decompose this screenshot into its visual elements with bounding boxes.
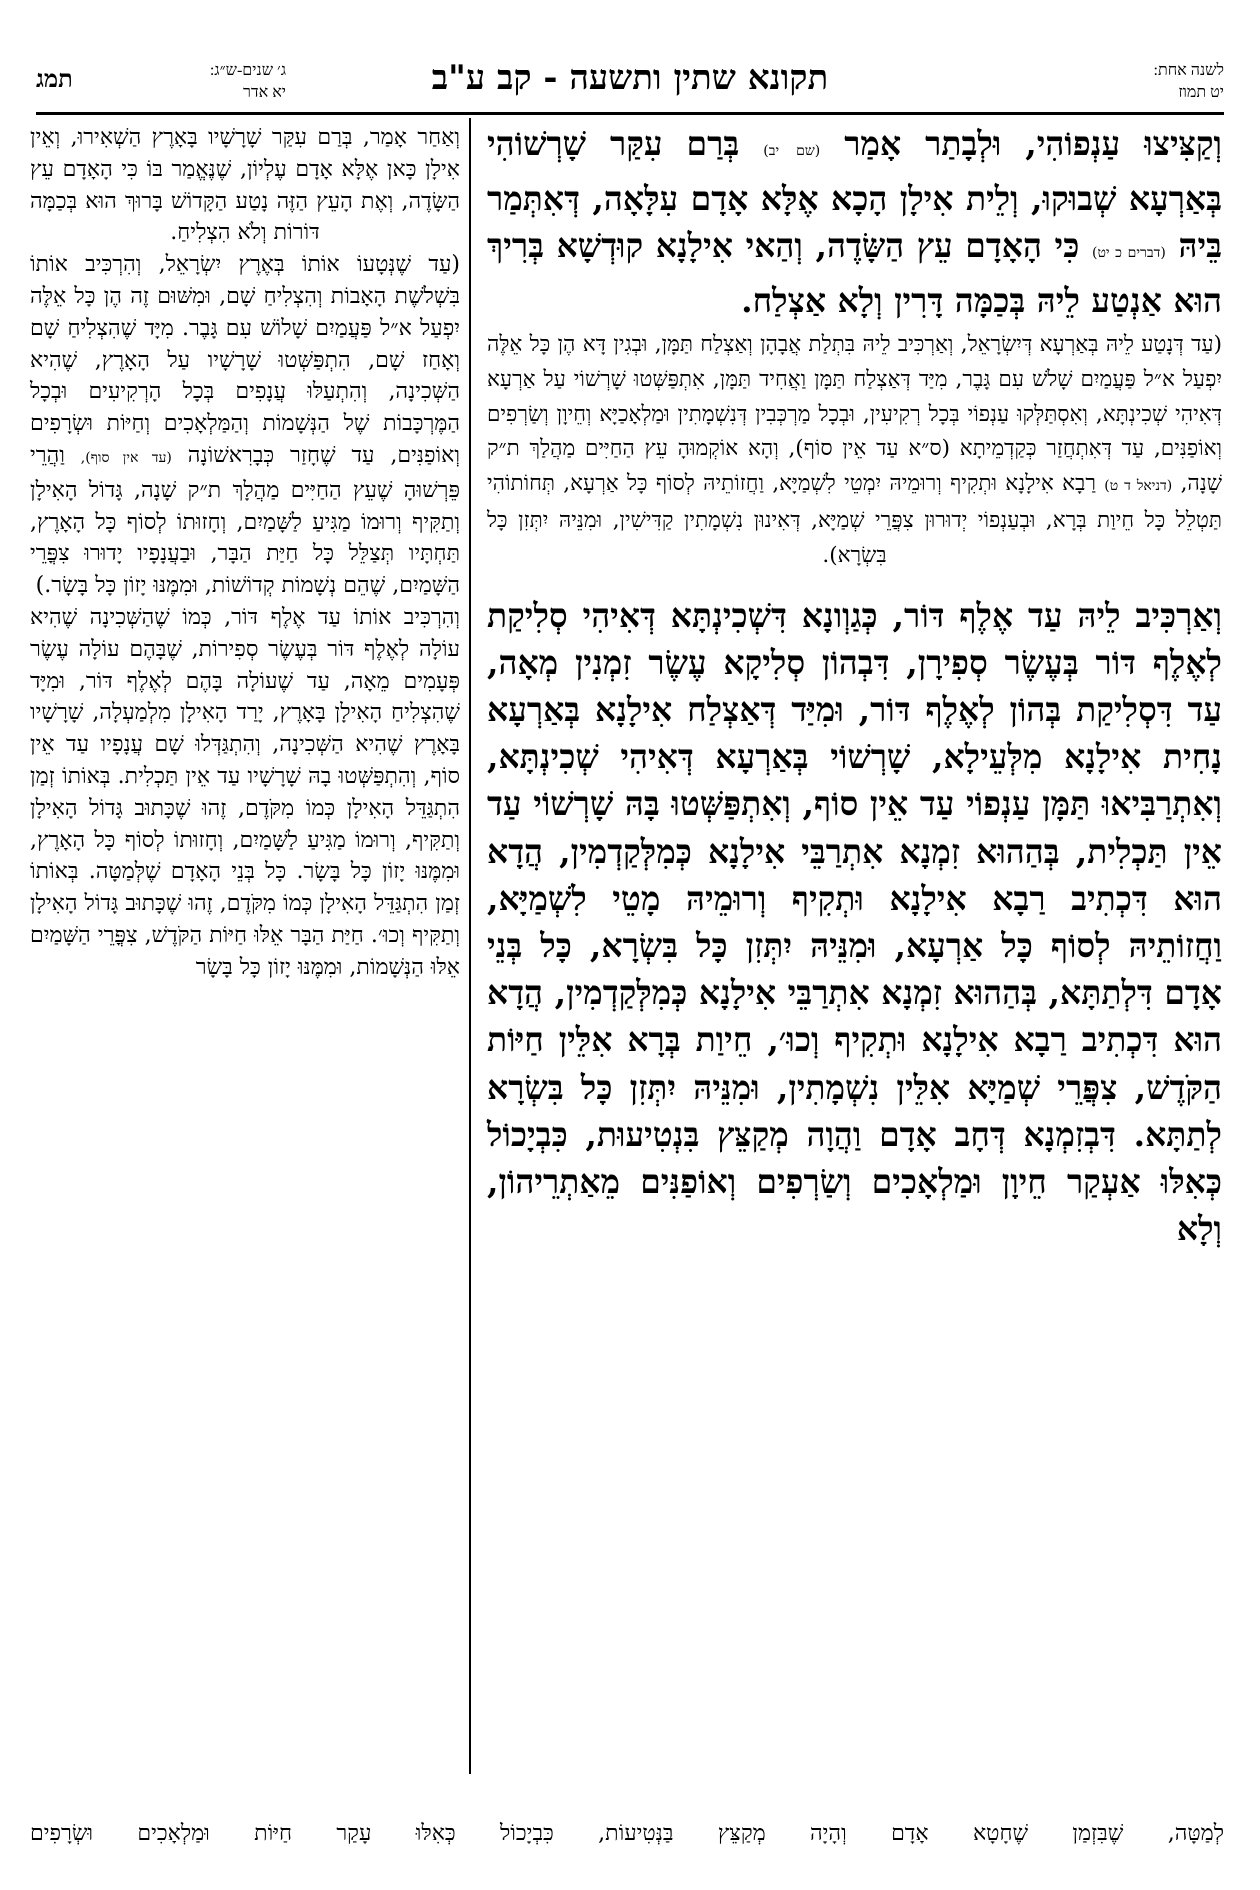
- header-rule: [36, 112, 1224, 115]
- main-paragraph-3: וְאַרְכִּיב לֵיהּ עַד אֶלֶף דּוֹר, כְּגַוְונָא דִּשְׁכִינְתָּא דְּאִיהִי סְלִיקַת לְאֶלֶף דּוֹר בְּעֶשֶׂר סְפִירָן, דִּבְהוֹן סְלִיקָא עֶשֶׂר זִמְנִין מְאָה, עַד דִּסְלִיקַת בְּהוֹן לְאֶלֶף דּוֹר, וּמִיַּד דְּאַצְלַח אִילָנָא בְּאַרְעָא נָחִית אִילָנָא מִלְּעֵילָא, שָׁרְשׁוֹי בְּאַרְעָא דְּאִיהִי שְׁכִינְתָּא, וְאִתְרַבִּיאוּ תַּמָּן עַנְפוֹי עַד אֵין סוֹף, וְאִתְפַּשְּׁטוּ בָּהּ שָׁרְשׁוֹי עַד אֵין תַּכְלִית, בְּהַהוּא זִמְנָא אִתְרַבֵּי אִילָנָא כְּמִלְּקַדְמִין, הֲדָא הוּא דִּכְתִיב רַבָא אִילָנָא וּתְקִיף וְרוּמֵיהּ מָטֵי לִשְׁמַיָּא, וַחֲזוֹתֵיהּ לְסוֹף כָּל אַרְעָא, וּמִנֵּיהּ יִתְּזִן כָּל בִּשְׂרָא, כָּל בְּנֵי אָדָם דִּלְתַתָּא, בְּהַהוּא זִמְנָא אִתְרַבֵּי אִילָנָא כְּמִלְּקַדְמִין, הֲדָא הוּא דִּכְתִיב רַבָא אִילָנָא וּתְקִיף וְכוּ׳, חֵיוַת בְּרָא אִלֵּין חַיּוֹת הַקֹּדֶשׁ, צִפֲּרֵי שְׁמַיָּא אִלֵּין נִשְׁמָתִין, וּמִנֵּיהּ יִתְּזִן כָּל בִּשְׂרָא לְתַתָּא. דִּבְזִמְנָא דְּחָב אָדָם וַהֲוָה מְקַצֵּץ בִּנְטִיעוּת, כִּבְיָכוֹל כְּאִלּוּ אַעְקַר חֵיוָן וּמַלְאָכִים וְשַׂרְפִים וְאוֹפַנִּים מֵאַתְרֵיהוֹן, וְלָא: [487, 595, 1222, 1249]
- text-segment: בְּרַם עִקַּר שָׁרְשׁוֹהִי בְּאַרְעָא שְׁבוּקוּ, וְלֵית אִילָן הָכָא אֶלָּא אָדָם עִלָּאָה, דְּאִתְּמַר בֵּיהּ: [487, 124, 1223, 265]
- schedule-label-3y: ג׳ שנים-ש״ג:: [209, 62, 286, 79]
- main-paragraph-1: [487, 120, 1222, 324]
- source-reference: (עד אין סוף),: [80, 449, 172, 466]
- text-segment: רַבָא אִילָנָא וּתְקִיף וְרוּמֵיהּ יִמְטֵי לִשְׁמַיָּא, וַחֲזוֹתֵיהּ לְסוֹף כָּל אַרְעָא, תְּחוֹתוֹהִי תַּטְלֵל כָּל חֵיוַת בְּרָא, וּבְעַנְפוֹי יְדוּרוּן צִפֲּרֵי שְׁמַיָּא, דְּאִינוּן נִשְׁמָתִין קַדִּישִׁין, וּמִנֵּיהּ יִתְּזִן כָּל בִּשְׂרָא).: [487, 471, 1222, 568]
- source-reference: (שם יב): [763, 143, 821, 159]
- page-number: תמג: [36, 64, 73, 93]
- study-schedule-three-years: [210, 60, 286, 104]
- source-reference: (דניאל ד ט): [1104, 478, 1173, 495]
- commentary-paragraph-2: [30, 249, 460, 602]
- schedule-date: יט תמוז: [1178, 84, 1224, 101]
- commentary-column: [30, 122, 460, 984]
- footer-continuation-line: לְמַטָּה, שֶׁבִּזְמַן שֶׁחָטָא אָדָם וְהָיָה מְקַצֵּץ בַּנְּטִיעוֹת, כִּבְיָכוֹל כְּאִלּוּ עָקַר חַיּוֹת וּמַלְאָכִים וּשְׂרָפִים: [30, 1821, 1224, 1846]
- commentary-paragraph-3: וְהִרְכִּיב אוֹתוֹ עַד אֶלֶף דּוֹר, כְּמוֹ שֶׁהַשְּׁכִינָה שֶׁהִיא עוֹלָה לְאֶלֶף דּוֹר בְּעֶשֶׂר סְפִירוֹת, שֶׁבָּהֶם עוֹלָה עֶשֶׂר פְּעָמִים מֵאָה, עַד שֶׁעוֹלָה בָּהֶם לְאֶלֶף דּוֹר, וּמִיָּד שֶׁהִצְלִיחַ הָאִילָן בָּאָרֶץ, יָרַד הָאִילָן מִלְמַעְלָה, שָׁרָשָׁיו בָּאָרֶץ שֶׁהִיא הַשְּׁכִינָה, וְהִתְגַּדְּלוּ שָׁם עֲנָפָיו עַד אֵין סוֹף, וְהִתְפַּשְּׁטוּ בָהּ שָׁרָשָׁיו עַד אֵין תַּכְלִית. בְּאוֹתוֹ זְמַן הִתְגַּדֵּל הָאִילָן כְּמוֹ מִקֹּדֶם, זֶהוּ שֶׁכָּתוּב גָּדוֹל הָאִילָן וְתַקִּיף, וְרוּמוֹ מַגִּיעַ לַשָּׁמַיִם, וְחָזוּתוֹ לְסוֹף כָּל הָאָרֶץ, וּמִמֶּנּוּ יָזוֹן כָּל בָּשָׂר. כָּל בְּנֵי הָאָדָם שֶׁלְּמַטָּה. בְּאוֹתוֹ זְמַן הִתְגַּדֵּל הָאִילָן כְּמוֹ מִקֹּדֶם, זֶהוּ שֶׁכָּתוּב גָּדוֹל הָאִילָן וְתַקִּיף וְכוּ׳. חַיַּת הַבָּר אֵלּוּ חַיּוֹת הַקֹּדֶשׁ, צִפֳּרֵי הַשָּׁמַיִם אֵלּוּ הַנְּשָׁמוֹת, וּמִמֶּנּוּ יָזוֹן כָּל בָּשָׂר: [30, 604, 460, 980]
- commentary-paragraph-1: וְאַחַר אָמַר, בְּרַם עִקַּר שָׁרָשָׁיו בָּאָרֶץ הַשְׁאִירוּ, וְאֵין אִילָן כָּאן אֶלָּא אָדָם עֶלְיוֹן, שֶׁנֶּאֱמַר בּוֹ כִּי הָאָדָם עֵץ הַשָּׂדֶה, וְאֶת הָעֵץ הַזֶּה נָטַע הַקָּדוֹשׁ בָּרוּךְ הוּא בְּכַמָּה דּוֹרוֹת וְלֹא הִצְלִיחַ.: [30, 125, 460, 246]
- text-segment: כִּי הָאָדָם עֵץ הַשָּׂדֶה, וְהַאי אִילָנָא קוּדְשָׁא בְּרִיךְ הוּא אַנְטַע לֵיהּ בְּכַמָּה דָּרִין וְלָא אַצְלַח.: [487, 226, 1222, 320]
- text-segment: (עַד שֶׁנְּטָעוֹ אוֹתוֹ בְּאֶרֶץ יִשְׂרָאֵל, וְהִרְכִּיב אוֹתוֹ בִּשְׁלֹשֶׁת הָאָבוֹת וְהִצְלִיחַ שָׁם, וּמִשּׁוּם זֶה הֶן כָּל אֵלֶּה יִפְעַל א״ל פַּעֲמַיִם שָׁלוֹשׁ עִם גָּבֶר. מִיָּד שֶׁהִצְלִיחַ שָׁם וְאָחַז שָׁם, הִתְפַּשְּׁטוּ שָׁרָשָׁיו עַל הָאָרֶץ, שֶׁהִיא הַשְּׁכִינָה, וְהִתְעַלּוּ עֲנָפִים בְּכָל הָרְקִיעִים וּבְכָל הַמֶּרְכָּבוֹת שֶׁל הַנְּשָׁמוֹת וְהַמַּלְאָכִים וְחַיּוֹת וּשְׂרָפִים וְאוֹפַנִּים, עַד שֶׁחָזַר כְּבָרִאשׁוֹנָה: [30, 252, 461, 468]
- page-title: תקונא שתין ותשעה - קב ע"ב: [431, 58, 829, 98]
- page-header: [36, 58, 1224, 110]
- text-segment: וְקַצִּיצוּ עַנְפוֹהִי, וּלְבָתַר אָמַר: [844, 124, 1222, 163]
- main-text-column: [487, 120, 1222, 1252]
- text-segment: וַהֲרֵי פֵּרְשׁוּהָ שֶׁעֵץ הַחַיִּים מַהֲלָךְ ת״ק שָׁנָה, גָּדוֹל הָאִילָן וְתַקִּיף וְרוּמוֹ מַגִּיעַ לַשָּׁמַיִם, וְחָזוּתוֹ לְסוֹף כָּל הָאָרֶץ, תַּחְתָּיו תְּצַלֵּל כָּל חַיַּת הַבָּר, וּבַעֲנָפָיו יָדוּרוּ צִפֳּרֵי הַשָּׁמַיִם, שֶׁהֵם נְשָׁמוֹת קְדוֹשׁוֹת, וּמִמֶּנּוּ יָזוֹן כָּל בָּשָׂר.): [30, 442, 460, 599]
- column-separator: [469, 118, 471, 1774]
- text-segment: (עַד דְּנָטַע לֵיהּ בְּאַרְעָא דְּיִשְׂרָאֵל, וְאַרְכִּיב לֵיהּ בִּתְלַת אֲבָהָן וְאַצְלַח תַּמָּן, וּבְגִין דָּא הֶן כָּל אֵלֶּה יִפְעַל א״ל פַּעֲמַיִם שָׁלֹשׁ עִם גָּבֶר, מִיַּד דְּאַצְלַח תַּמָּן וַאֲחִיד תַּמָּן, אִתְפַּשְּׁטוּ שָׁרְשׁוֹי עַל אַרְעָא דְּאִיהִי שְׁכִינְתָּא, וְאִסְתַּלְּקוּ עַנְפוֹי בְּכָל רְקִיעִין, וּבְכָל מַרְכְּבִין דְּנִשְׁמָתִין וּמַלְאָכַיָּא וְחֵיוָן וְשַׂרְפִים וְאוֹפַנִּים, עַד דְּאִתְחֲזַר כְּקַדְמֵיתָא (ס״א עַד אֵין סוֹף), וְהָא אוֹקְמוּהָ עֵץ הַחַיִּים מַהֲלַךְ ת״ק שָׁנָה,: [487, 332, 1222, 497]
- schedule-date-3y: יא אדר: [243, 84, 286, 101]
- main-paragraph-2: [487, 328, 1222, 574]
- schedule-label: לשנה אחת:: [1153, 62, 1224, 79]
- source-reference: (דברים כ יט): [1091, 245, 1166, 261]
